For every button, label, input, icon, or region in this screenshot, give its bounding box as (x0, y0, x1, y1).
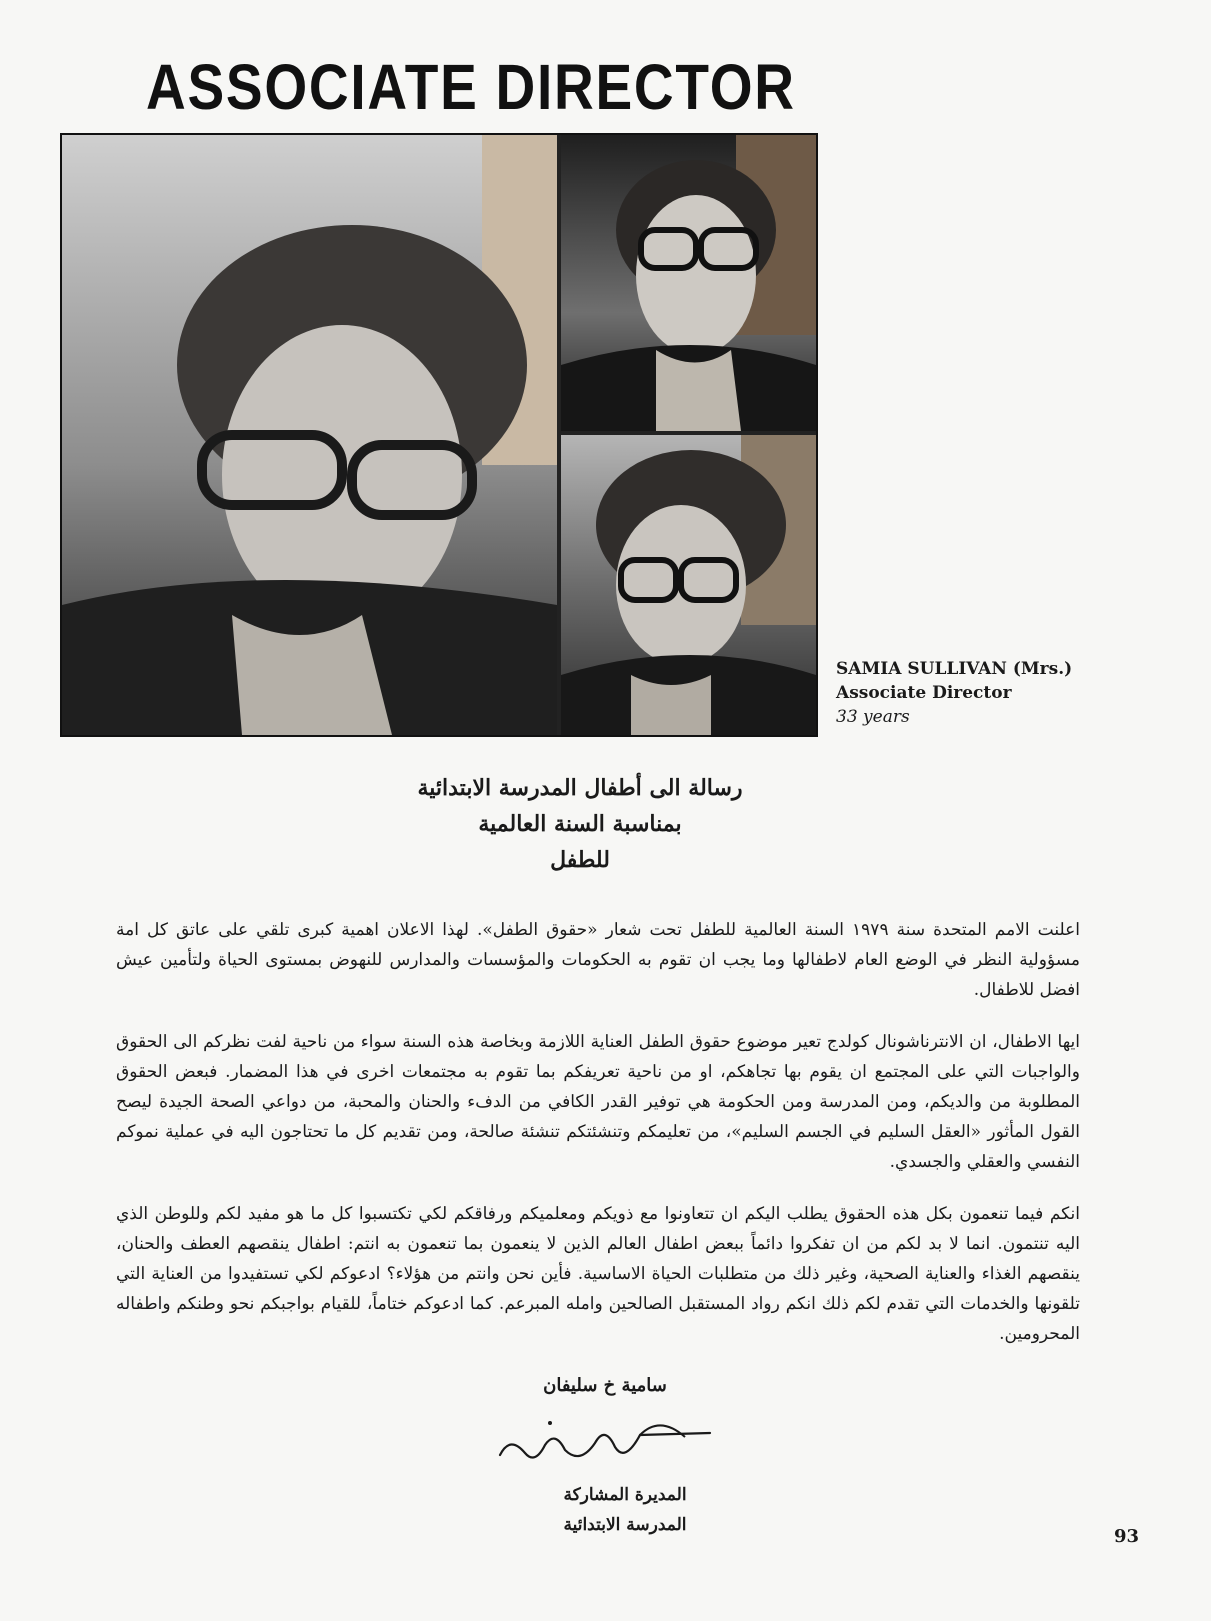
caption-role: Associate Director (836, 683, 1012, 703)
letter-title-line: بمناسبة السنة العالمية (478, 811, 682, 837)
caption-tenure: 33 years (836, 707, 910, 727)
photo-collage (60, 133, 818, 737)
signatory-title (540, 1480, 710, 1540)
caption-name: SAMIA SULLIVAN (Mrs.) (836, 659, 1073, 679)
letter-paragraph: اعلنت الامم المتحدة سنة ١٩٧٩ السنة العالمية للطفل تحت شعار «حقوق الطفل». لهذا الاعلان اهمية كبرى تلقي على عاتق كل امة مسؤولية النظر في الوضع العام لاطفالها وما يجب ان تقوم به الحكومات والمؤسسات والمدارس للنهوض بمستوى الحياة ولتأمين عيش افضل للاطفال. (116, 920, 1080, 1000)
photo-caption (836, 657, 1072, 729)
page-heading: ASSOCIATE DIRECTOR (146, 51, 796, 123)
portrait-photo-top-right-image (561, 135, 816, 431)
letter-paragraph: ايها الاطفال، ان الانترناشونال كولدج تعير موضوع حقوق الطفل العناية اللازمة وبخاصة هذه السنة سواء من ناحية لفت نظركم الى الحقوق والواجبات التي على المجتمع ان يقوم بها تجاهكم، او من ناحية تعريفكم بما تقوم به مجتمعات اخرى في هذا المضمار. فبعض الحقوق المطلوبة من والديكم، ومن المدرسة ومن الحكومة هي توفير القدر الكافي من الدفء والحنان والمحبة، من دواعي الصحة الجيدة ليصح القول المأثور «العقل السليم في الجسم السليم»، من تعليمكم وتنشئتكم تنشئة صالحة، ومن تقديم كل ما تحتاجون اليه في عملية نموكم النفسي والعقلي والجسدي. (116, 1032, 1080, 1172)
portrait-photo-large-image (62, 135, 557, 735)
handwritten-signature (490, 1405, 720, 1475)
signatory-title-line: المدرسة الابتدائية (563, 1515, 687, 1535)
letter-title (300, 770, 860, 878)
letter-paragraph: انكم فيما تنعمون بكل هذه الحقوق يطلب اليكم ان تتعاونوا مع ذويكم ومعلميكم ورفاقكم لكي تكتسبوا كل ما هو مفيد لكم وللوطن الذي اليه تنتمون. انما لا بد لكم من ان تفكروا دائماً ببعض اطفال العالم الذين لا ينعمون بما تنعمون به انتم: اطفال ينقصهم العطف والحنان، ينقصهم الغذاء والعناية الصحية، وغير ذلك من متطلبات الحياة الاساسية. فأين نحن وانتم من هؤلاء؟ ادعوكم لكي تستفيدوا من العناية التي تلقونها والخدمات التي تقدم لكم ذلك انكم رواد المستقبل الصالحين وامله المبرعم. كما ادعوكم ختاماً، للقيام بواجبكم نحو وطنكم واطفاله المحرومين. (116, 1204, 1080, 1344)
portrait-photo-large (62, 135, 557, 735)
portrait-photo-bottom-right-image (561, 435, 816, 735)
signatory-name: سامية خ سليفان (543, 1375, 667, 1396)
letter-title-line: للطفل (550, 847, 610, 873)
letter-title-line: رسالة الى أطفال المدرسة الابتدائية (417, 775, 743, 801)
portrait-photo-bottom-right (561, 435, 816, 735)
signatory-title-line: المديرة المشاركة (563, 1485, 687, 1505)
portrait-photo-top-right (561, 135, 816, 431)
page-number: 93 (1114, 1526, 1140, 1547)
letter-body (116, 915, 1080, 1371)
